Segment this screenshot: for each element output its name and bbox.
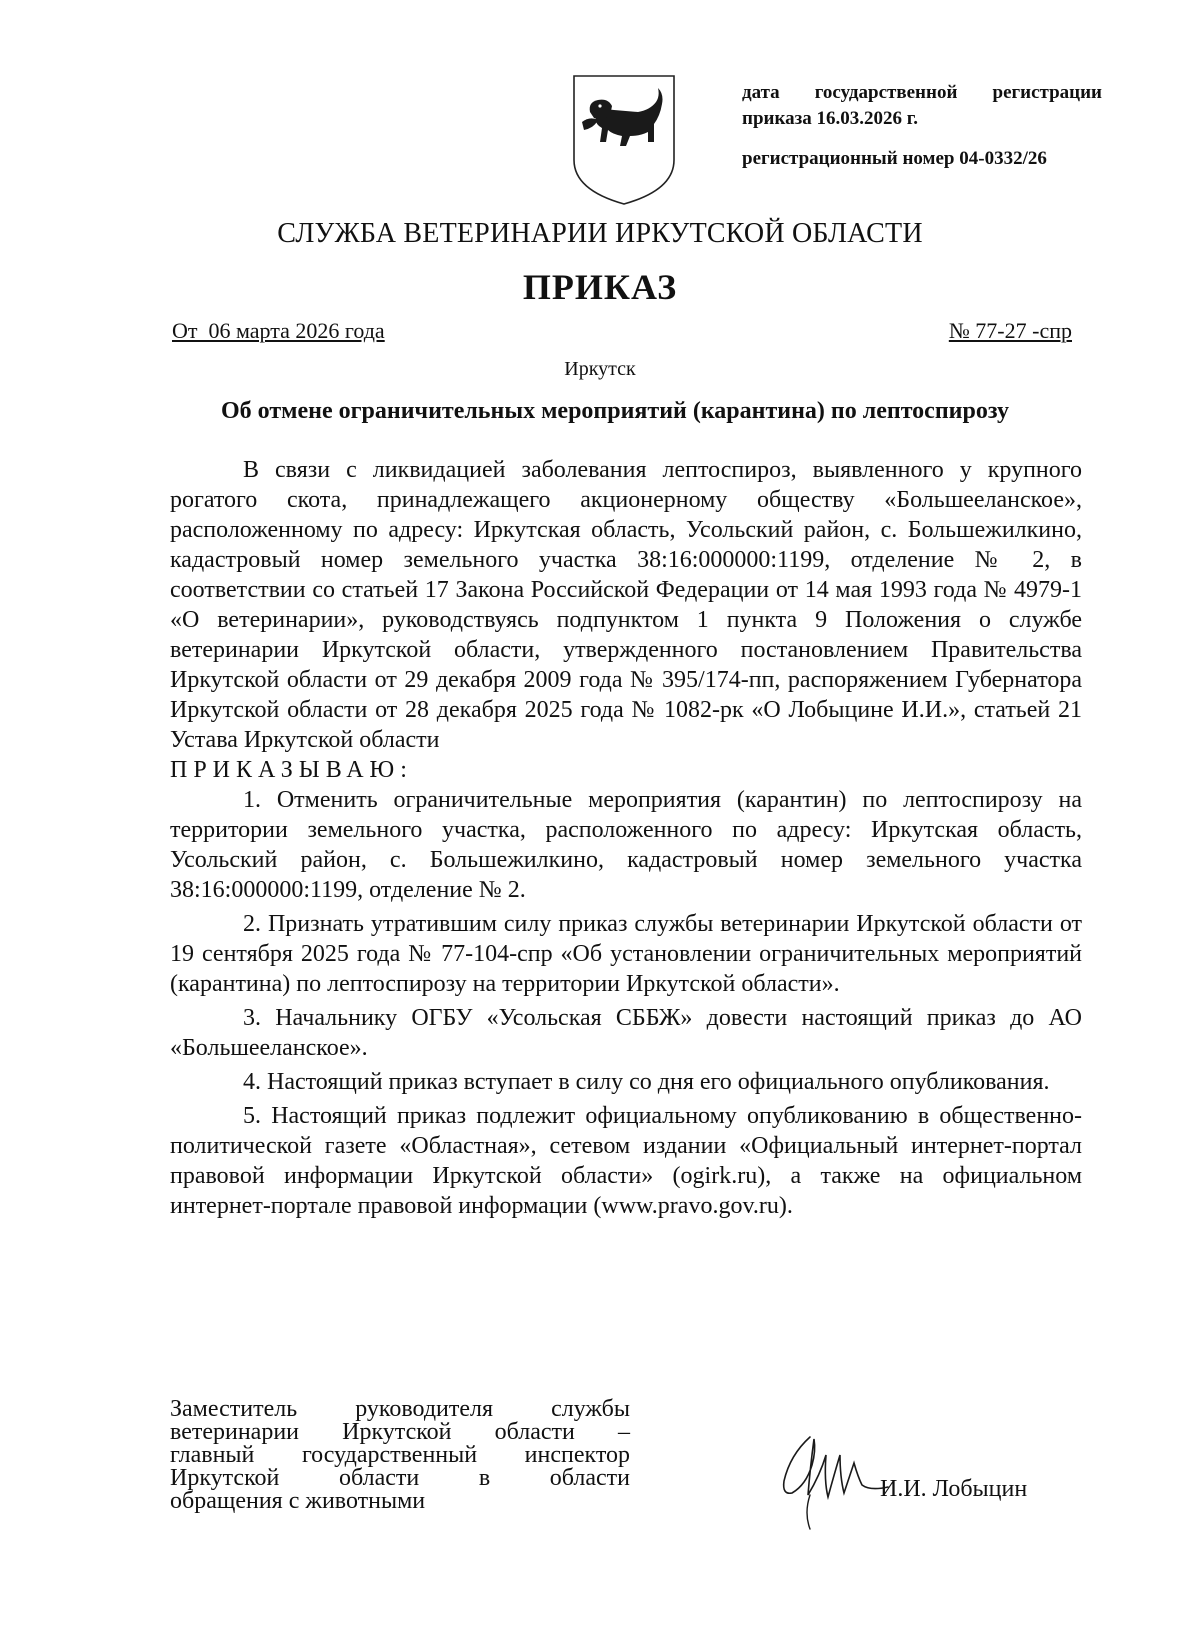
signatory-position-line: обращения с животными bbox=[170, 1488, 426, 1514]
registration-date-line1: дата государственной регистрации bbox=[742, 82, 1102, 103]
order-date: От 06 марта 2026 года bbox=[172, 318, 385, 343]
signatory-position bbox=[170, 1398, 630, 1513]
signatory-position-line: главный государственный инспектор bbox=[170, 1442, 630, 1468]
registration-number: регистрационный номер 04-0332/26 bbox=[742, 148, 1047, 169]
signatory-position-line: ветеринарии Иркутской области – bbox=[170, 1419, 630, 1445]
order-item-5: 5. Настоящий приказ подлежит официальному опубликованию в общественно-политической газете «Областная», сетевом издании «Официальный интернет-портал правовой информации Иркутской области» (ogirk.ru), а также на официальном интернет-портале правовой информации (www.pravo.gov.ru). bbox=[170, 1103, 1082, 1219]
signatory-position-line: Заместитель руководителя службы bbox=[170, 1396, 630, 1422]
preamble-paragraph: В связи с ликвидацией заболевания лептоспироз, выявленного у крупного рогатого скота, принадлежащего акционерному обществу «Большееланское», расположенному по адресу: Иркутская область, Усольский район, с. Большежилкино, кадастровый номер земельного участка 38:16:000000:1199, отделение № 2, в соответствии со статьей 17 Закона Российской Федерации от 14 мая 1993 года № 4979-1 «О ветеринарии», руководствуясь подпунктом 1 пункта 9 Положения о службе ветеринарии Иркутской области, утвержденного постановлением Правительства Иркутской области от 29 декабря 2009 года № 395/174-пп, распоряжением Губернатора Иркутской области от 28 декабря 2025 года № 1082-рк «О Лобыцине И.И.», статьей 21 Устава Иркутской области bbox=[170, 457, 1082, 753]
registration-info bbox=[742, 80, 1102, 172]
order-body bbox=[170, 455, 1082, 1221]
organization-name: СЛУЖБА ВЕТЕРИНАРИИ ИРКУТСКОЙ ОБЛАСТИ bbox=[277, 218, 923, 249]
document-type: ПРИКАЗ bbox=[522, 267, 678, 307]
coat-of-arms-emblem bbox=[568, 72, 680, 208]
signatory-position-line: Иркутской области в области bbox=[170, 1465, 630, 1491]
order-item-2: 2. Признать утратившим силу приказ службы ветеринарии Иркутской области от 19 сентября 2025 года № 77-104-спр «Об установлении ограничительных мероприятий (карантина) по лептоспирозу на территории Иркутской области». bbox=[170, 911, 1082, 997]
registration-date-line2: приказа 16.03.2026 г. bbox=[742, 108, 918, 129]
order-city: Иркутск bbox=[564, 358, 636, 380]
order-subject: Об отмене ограничительных мероприятий (карантина) по лептоспирозу bbox=[221, 398, 1009, 424]
order-item-3: 3. Начальнику ОГБУ «Усольская СББЖ» довести настоящий приказ до АО «Большееланское». bbox=[170, 1005, 1082, 1061]
order-item-1: 1. Отменить ограничительные мероприятия (карантин) по лептоспирозу на территории земельного участка, расположенного по адресу: Иркутская область, Усольский район, с. Большежилкино, кадастровый номер земельного участка 38:16:000000:1199, отделение № 2. bbox=[170, 787, 1082, 903]
order-number: № 77-27 -спр bbox=[948, 318, 1072, 343]
signatory-name: И.И. Лобыцин bbox=[880, 1476, 1028, 1502]
order-directive-word: ПРИКАЗЫВАЮ: bbox=[170, 757, 413, 783]
order-item-4: 4. Настоящий приказ вступает в силу со дня его официального опубликования. bbox=[243, 1069, 1050, 1095]
